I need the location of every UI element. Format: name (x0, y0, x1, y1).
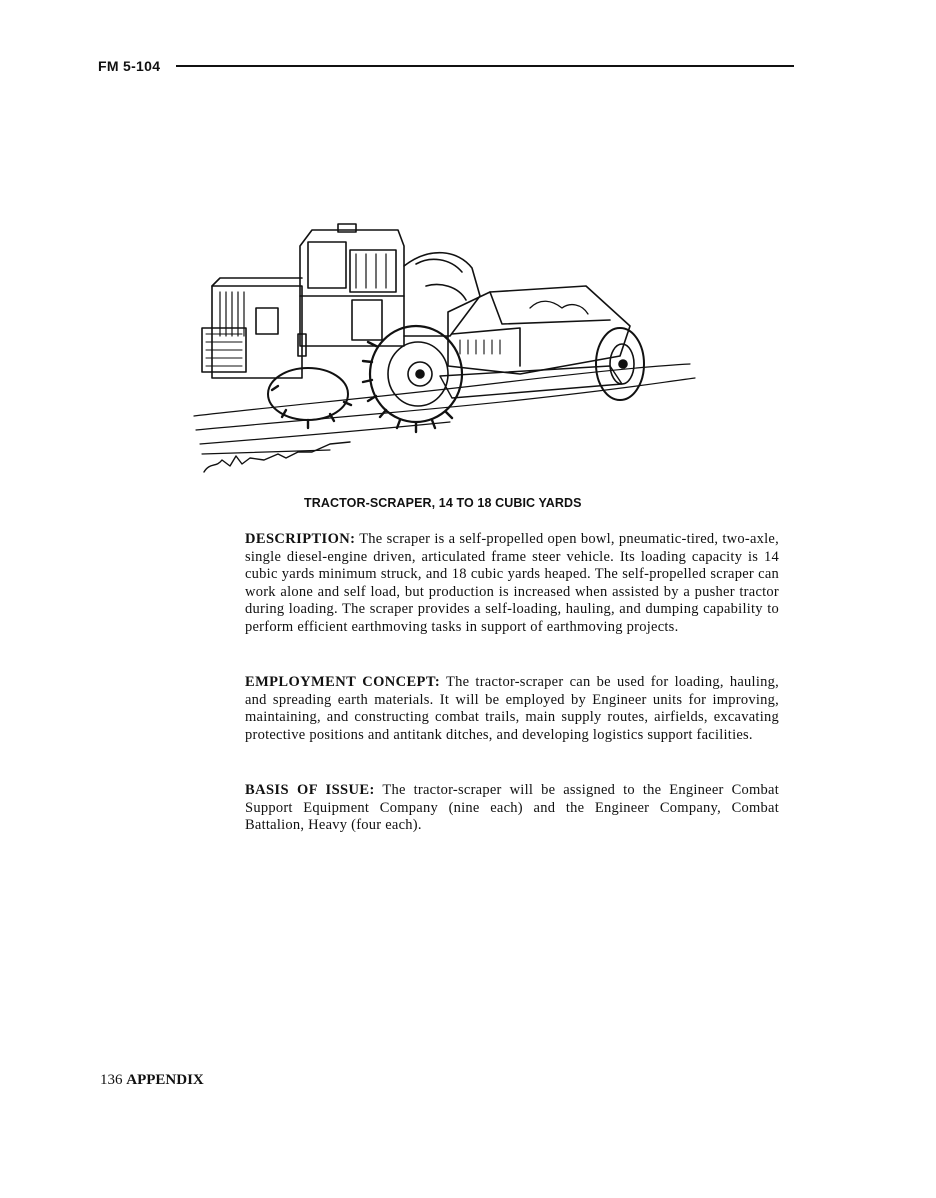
page-number: 136 (100, 1072, 123, 1088)
employment-concept-paragraph (245, 674, 779, 744)
employment-concept-heading: EMPLOYMENT CONCEPT: (245, 674, 441, 690)
basis-of-issue-heading: BASIS OF ISSUE: (245, 782, 375, 798)
description-heading: DESCRIPTION: (245, 531, 356, 547)
figure-caption: TRACTOR-SCRAPER, 14 TO 18 CUBIC YARDS (304, 496, 582, 510)
page-header (98, 56, 794, 76)
basis-of-issue-paragraph (245, 782, 779, 835)
basis-of-issue-text: The tractor-scraper will be assigned to the Engineer Combat Support Equipment Company (nine each) and the Engineer Company, Combat Battalion, Heavy (four each). (245, 782, 779, 834)
footer-section-title: APPENDIX (126, 1072, 204, 1088)
employment-concept-text: The tractor-scraper can be used for loading, hauling, and spreading earth materials. It will be employed by Engineer units for improving, maintaining, and constructing combat trails, main supply routes, airfields, excavating protective positions and antitank ditches, and developing logistics support facilities. (245, 674, 779, 743)
manual-number: FM 5-104 (98, 58, 161, 74)
description-text: The scraper is a self-propelled open bowl, pneumatic-tired, two-axle, single diesel-engine driven, articulated frame steer vehicle. Its loading capacity is 14 cubic yards minimum struck, and 18 cubic yards heaped. The self-propelled scraper can work alone and self load, but production is increased when assisted by a pusher tractor during loading. The scraper provides a self-loading, hauling, and dumping capability to perform efficient earthmoving tasks in support of earthmoving projects. (245, 531, 779, 635)
header-rule (176, 65, 794, 67)
page-footer (100, 1072, 204, 1089)
tractor-scraper-illustration (190, 216, 700, 482)
description-paragraph (245, 531, 779, 637)
